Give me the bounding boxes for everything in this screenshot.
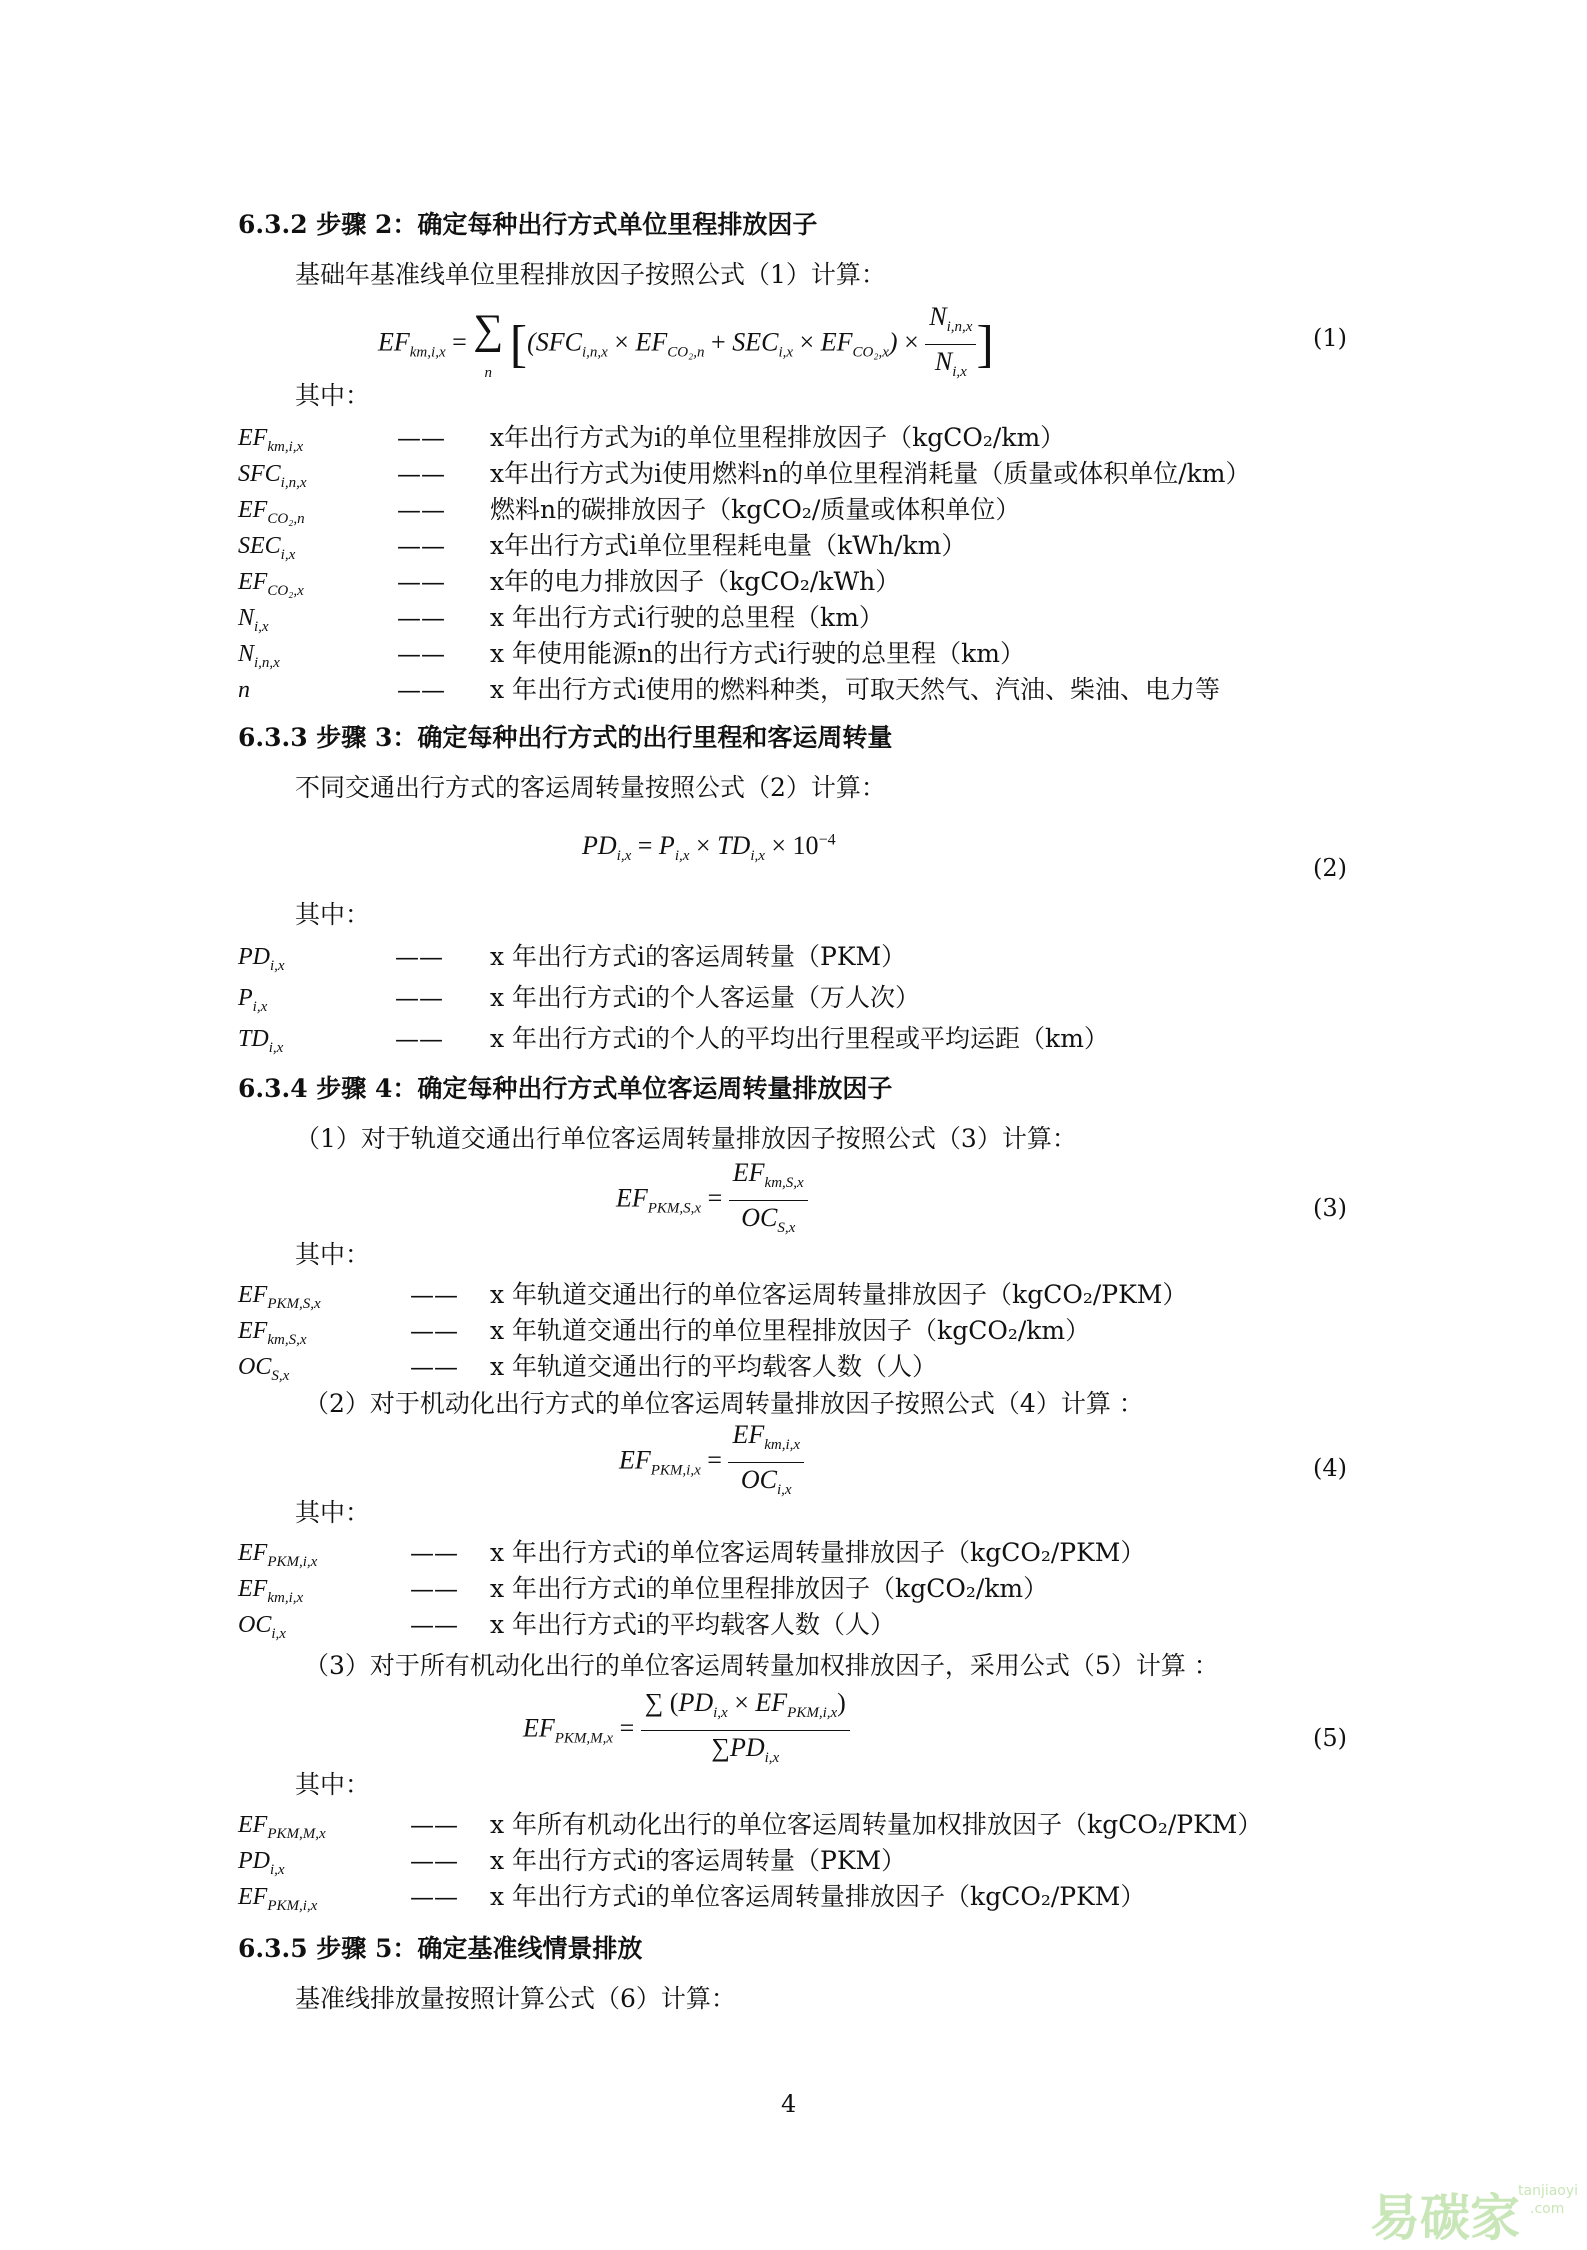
equation-number-5: (5) xyxy=(1313,1724,1347,1752)
symbol-n: n xyxy=(238,677,250,703)
symbol-ef-co2-x: $EF_{CO_2,x}$ xyxy=(238,569,304,599)
section-heading-6-3-5: 6.3.5 步骤 5：确定基准线情景排放 xyxy=(238,1934,643,1963)
dash: —— xyxy=(397,496,445,524)
where-label: 其中： xyxy=(295,1498,371,1527)
dash: —— xyxy=(397,676,445,704)
equation-number-3: (3) xyxy=(1313,1194,1347,1222)
symbol-pd: $PD_{i,x}$ xyxy=(238,944,285,974)
section-heading-6-3-2: 6.3.2 步骤 2：确定每种出行方式单位里程排放因子 xyxy=(238,210,818,239)
where-label: 其中： xyxy=(295,900,371,929)
definition-text: x 年所有机动化出行的单位客运周转量加权排放因子（kgCO₂/PKM） xyxy=(490,1810,1263,1839)
dash: —— xyxy=(397,532,445,560)
definition-text: x年出行方式为i的单位里程排放因子（kgCO₂/km） xyxy=(490,423,1066,452)
dash: —— xyxy=(410,1575,458,1603)
symbol-n-ix: $N_{i,x}$ xyxy=(238,605,269,635)
dash: —— xyxy=(410,1353,458,1381)
definition-text: x 年出行方式i的客运周转量（PKM） xyxy=(490,1846,907,1875)
dash: —— xyxy=(410,1811,458,1839)
symbol-ef-pkm-i: $EF_{PKM,i,x}$ xyxy=(238,1540,318,1570)
definition-text: x 年轨道交通出行的平均载客人数（人） xyxy=(490,1352,938,1381)
symbol-sec: $SEC_{i,x}$ xyxy=(238,533,296,563)
where-label: 其中： xyxy=(295,381,371,410)
equation-number-2: (2) xyxy=(1313,854,1347,882)
symbol-ef-pkm-m: $EF_{PKM,M,x}$ xyxy=(238,1812,326,1842)
equation-number-4: (4) xyxy=(1313,1454,1347,1482)
definition-text: x年出行方式i单位里程耗电量（kWh/km） xyxy=(490,531,967,560)
definition-text: x 年出行方式i的个人的平均出行里程或平均运距（km） xyxy=(490,1024,1109,1053)
formula-5: $EF_{PKM,M,x}$ = $\frac{\sum (PD_{i,x} \times EF_{PKM,i,x})}{\sum PD_{i,x}}$ xyxy=(523,1686,850,1775)
dash: —— xyxy=(410,1317,458,1345)
dash: —— xyxy=(410,1883,458,1911)
symbol-sfc: $SFC_{i,n,x}$ xyxy=(238,461,307,491)
paragraph-weighted: （3）对于所有机动化出行的单位客运周转量加权排放因子，采用公式（5）计算 ： xyxy=(304,1651,1219,1680)
definition-text: x 年使用能源n的出行方式i行驶的总里程（km） xyxy=(490,639,1025,668)
symbol-ef-pkm-i2: $EF_{PKM,i,x}$ xyxy=(238,1884,318,1914)
watermark-domain: .com xyxy=(1530,2201,1565,2217)
symbol-ef-co2-n: $EF_{CO_2,n}$ xyxy=(238,497,305,527)
dash: —— xyxy=(410,1539,458,1567)
dash: —— xyxy=(397,568,445,596)
formula-3: $EF_{PKM,S,x}$ = $\frac{EF_{km,S,x}}{OC_{S,x}}$ xyxy=(616,1156,808,1245)
symbol-ef-pkm-s: $EF_{PKM,S,x}$ xyxy=(238,1282,321,1312)
definition-text: x 年出行方式i行驶的总里程（km） xyxy=(490,603,884,632)
where-label: 其中： xyxy=(295,1240,371,1269)
paragraph-intro-6-3-2: 基础年基准线单位里程排放因子按照公式（1）计算： xyxy=(295,260,886,289)
formula-4: $EF_{PKM,i,x}$ = $\frac{EF_{km,i,x}}{OC_{i,x}}$ xyxy=(619,1418,804,1507)
equation-number-1: (1) xyxy=(1313,324,1347,352)
definition-text: x年的电力排放因子（kgCO₂/kWh） xyxy=(490,567,901,596)
section-heading-6-3-4: 6.3.4 步骤 4：确定每种出行方式单位客运周转量排放因子 xyxy=(238,1074,893,1103)
dash: —— xyxy=(395,1025,443,1053)
dash: —— xyxy=(397,640,445,668)
definition-text: x 年出行方式i使用的燃料种类，可取天然气、汽油、柴油、电力等 xyxy=(490,675,1221,704)
symbol-ef-km: $EF_{km,i,x}$ xyxy=(238,425,304,455)
definition-text: 燃料n的碳排放因子（kgCO₂/质量或体积单位） xyxy=(490,495,1021,524)
definition-text: x 年出行方式i的客运周转量（PKM） xyxy=(490,942,907,971)
definition-text: x 年出行方式i的平均载客人数（人） xyxy=(490,1610,896,1639)
symbol-ef-km-s: $EF_{km,S,x}$ xyxy=(238,1318,307,1348)
definition-text: x 年轨道交通出行的单位客运周转量排放因子（kgCO₂/PKM） xyxy=(490,1280,1188,1309)
watermark-site: tanjiaoyi xyxy=(1518,2183,1579,2199)
paragraph-intro-6-3-3: 不同交通出行方式的客运周转量按照公式（2）计算： xyxy=(295,773,886,802)
definition-text: x 年出行方式i的单位里程排放因子（kgCO₂/km） xyxy=(490,1574,1049,1603)
symbol-oc-s: $OC_{S,x}$ xyxy=(238,1354,290,1384)
definition-text: x 年出行方式i的单位客运周转量排放因子（kgCO₂/PKM） xyxy=(490,1538,1146,1567)
dash: —— xyxy=(395,943,443,971)
definition-text: x 年出行方式i的个人客运量（万人次） xyxy=(490,983,921,1012)
symbol-oc-i: $OC_{i,x}$ xyxy=(238,1612,286,1642)
symbol-p: $P_{i,x}$ xyxy=(238,985,268,1015)
definition-text: x年出行方式为i使用燃料n的单位里程消耗量（质量或体积单位/km） xyxy=(490,459,1251,488)
definition-text: x 年轨道交通出行的单位里程排放因子（kgCO₂/km） xyxy=(490,1316,1091,1345)
dash: —— xyxy=(397,604,445,632)
dash: —— xyxy=(395,984,443,1012)
symbol-pd-i: $PD_{i,x}$ xyxy=(238,1848,285,1878)
symbol-ef-km-i: $EF_{km,i,x}$ xyxy=(238,1576,304,1606)
symbol-n-inx: $N_{i,n,x}$ xyxy=(238,641,280,671)
page-number: 4 xyxy=(781,2090,797,2118)
dash: —— xyxy=(397,460,445,488)
where-label: 其中： xyxy=(295,1770,371,1799)
paragraph-rail: （1）对于轨道交通出行单位客运周转量排放因子按照公式（3）计算： xyxy=(295,1124,1077,1153)
dash: —— xyxy=(410,1847,458,1875)
definition-text: x 年出行方式i的单位客运周转量排放因子（kgCO₂/PKM） xyxy=(490,1882,1146,1911)
section-heading-6-3-3: 6.3.3 步骤 3：确定每种出行方式的出行里程和客运周转量 xyxy=(238,723,893,752)
symbol-td: $TD_{i,x}$ xyxy=(238,1026,284,1056)
dash: —— xyxy=(410,1611,458,1639)
watermark-logo: 易碳家 xyxy=(1370,2189,1520,2247)
formula-2: $PD_{i,x} = P_{i,x} \times TD_{i,x} \times 10^{-4}$ xyxy=(582,831,836,864)
formula-1: $EF_{km,i,x}$ = ∑ n [$(SFC_{i,n,x} \times EF_{CO_2,n} + SEC_{i,x} \times EF_{CO_2,x})$ × $\frac{N_{i,n,x}}{N_{i,x}}$ ] xyxy=(378,302,994,381)
paragraph-intro-6-3-5: 基准线排放量按照计算公式（6）计算： xyxy=(295,1984,736,2013)
dash: —— xyxy=(397,424,445,452)
dash: —— xyxy=(410,1281,458,1309)
paragraph-motorized: （2）对于机动化出行方式的单位客运周转量排放因子按照公式（4）计算 ： xyxy=(304,1389,1144,1418)
